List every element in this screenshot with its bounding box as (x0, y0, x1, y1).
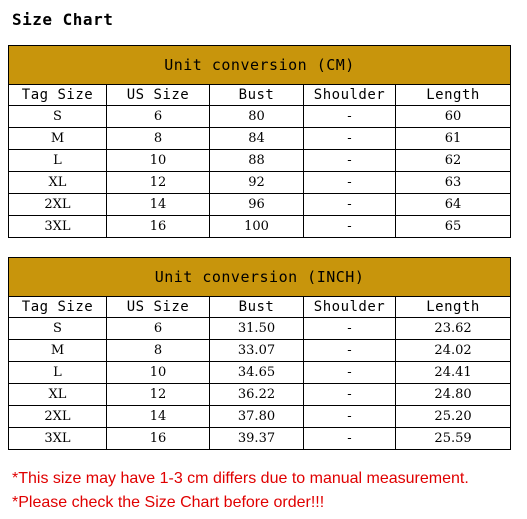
table-cell: 16 (107, 216, 210, 238)
column-header-bust: Bust (210, 297, 304, 318)
column-header-tag-size: Tag Size (9, 297, 107, 318)
page-title: Size Chart (12, 10, 114, 29)
table-cell: 64 (396, 194, 511, 216)
table-cell: 23.62 (396, 318, 511, 340)
table-cell: - (304, 172, 396, 194)
table-cell: 62 (396, 150, 511, 172)
table-cell: 96 (210, 194, 304, 216)
column-header-length: Length (396, 297, 511, 318)
table-cell: 8 (107, 128, 210, 150)
table-cell: 10 (107, 362, 210, 384)
table-cell: 2XL (9, 194, 107, 216)
table-cell: 12 (107, 384, 210, 406)
column-header-length: Length (396, 85, 511, 106)
table-banner: Unit conversion (INCH) (9, 258, 511, 297)
table-cell: 3XL (9, 428, 107, 450)
table-row (9, 194, 511, 216)
table-cell: 14 (107, 406, 210, 428)
check-chart-note: *Please check the Size Chart before order!!! (12, 494, 325, 511)
table-row (9, 406, 511, 428)
table-row (9, 106, 511, 128)
table-cell: - (304, 384, 396, 406)
table-row (9, 216, 511, 238)
table-cell: - (304, 194, 396, 216)
table-cell: 84 (210, 128, 304, 150)
table-row (9, 428, 511, 450)
table-cell: 24.02 (396, 340, 511, 362)
table-cell: 24.80 (396, 384, 511, 406)
table-cell: 100 (210, 216, 304, 238)
table-cell: - (304, 428, 396, 450)
table-cell: 24.41 (396, 362, 511, 384)
table-row (9, 128, 511, 150)
table-cell: 2XL (9, 406, 107, 428)
table-cell: 92 (210, 172, 304, 194)
table-cell: L (9, 362, 107, 384)
table-cell: - (304, 150, 396, 172)
table-cell: 34.65 (210, 362, 304, 384)
size-table-cm (8, 45, 510, 238)
table-cell: 31.50 (210, 318, 304, 340)
column-header-us-size: US Size (107, 85, 210, 106)
size-table-inch (8, 257, 510, 450)
table-cell: 37.80 (210, 406, 304, 428)
table-cell: 60 (396, 106, 511, 128)
table-cell: 10 (107, 150, 210, 172)
table-cell: 3XL (9, 216, 107, 238)
table-cell: 33.07 (210, 340, 304, 362)
table-cell: - (304, 340, 396, 362)
table-cell: S (9, 318, 107, 340)
table-row (9, 172, 511, 194)
column-header-bust: Bust (210, 85, 304, 106)
measurement-note: *This size may have 1-3 cm differs due to manual measurement. (12, 470, 469, 487)
table-cell: 6 (107, 106, 210, 128)
column-header-tag-size: Tag Size (9, 85, 107, 106)
table-cell: XL (9, 384, 107, 406)
column-header-us-size: US Size (107, 297, 210, 318)
table-banner: Unit conversion (CM) (9, 46, 511, 85)
table-cell: 36.22 (210, 384, 304, 406)
table-cell: 16 (107, 428, 210, 450)
table-cell: 12 (107, 172, 210, 194)
table-cell: - (304, 318, 396, 340)
table-cell: - (304, 362, 396, 384)
table-cell: - (304, 216, 396, 238)
table-cell: XL (9, 172, 107, 194)
table-row (9, 318, 511, 340)
table-cell: 63 (396, 172, 511, 194)
table-cell: M (9, 340, 107, 362)
table-cell: S (9, 106, 107, 128)
table-cell: - (304, 106, 396, 128)
table-cell: M (9, 128, 107, 150)
column-header-shoulder: Shoulder (304, 297, 396, 318)
table-row (9, 340, 511, 362)
table-cell: L (9, 150, 107, 172)
table-cell: 61 (396, 128, 511, 150)
table-cell: - (304, 406, 396, 428)
table-row (9, 362, 511, 384)
table-cell: 25.59 (396, 428, 511, 450)
table-cell: 65 (396, 216, 511, 238)
table-row (9, 150, 511, 172)
table-cell: 39.37 (210, 428, 304, 450)
table-cell: - (304, 128, 396, 150)
table-cell: 14 (107, 194, 210, 216)
table-cell: 80 (210, 106, 304, 128)
table-row (9, 384, 511, 406)
table-cell: 6 (107, 318, 210, 340)
table-cell: 8 (107, 340, 210, 362)
table-cell: 88 (210, 150, 304, 172)
table-cell: 25.20 (396, 406, 511, 428)
column-header-shoulder: Shoulder (304, 85, 396, 106)
